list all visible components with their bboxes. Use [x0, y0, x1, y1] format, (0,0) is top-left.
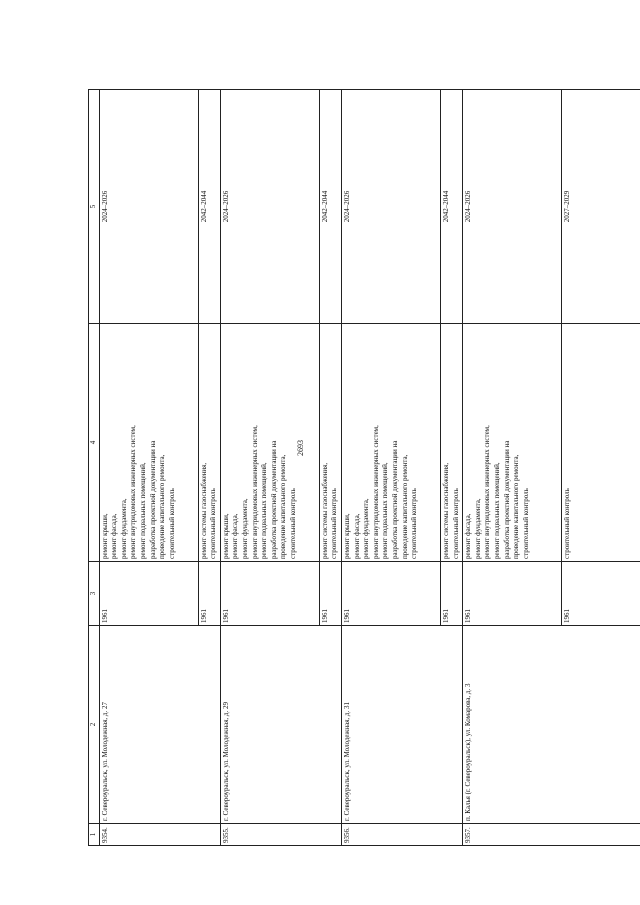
works-list [463, 324, 562, 562]
work-item: ремонт фасада, [464, 513, 473, 559]
table-row [341, 90, 440, 846]
record-address: г. Североуральск, ул. Молодежная, д. 27 [99, 626, 220, 824]
table-body [99, 90, 640, 846]
repair-period: 2024–2026 [220, 90, 319, 324]
header-col-4: 4 [89, 324, 100, 562]
works-list [220, 324, 319, 562]
work-item: ремонт системы газоснабжения, [320, 462, 329, 559]
works-list [562, 324, 640, 562]
work-item: ремонт фасада, [110, 513, 119, 559]
header-col-1: 1 [89, 824, 100, 846]
work-item: разработка проектной документации на [148, 440, 157, 559]
build-year: 1961 [463, 562, 562, 626]
page-number: 2693 [296, 440, 305, 456]
repair-period: 2042–2044 [198, 90, 220, 324]
build-year: 1961 [220, 562, 319, 626]
header-row [89, 90, 100, 846]
work-item: ремонт подвальных помещений, [492, 462, 501, 559]
repair-period: 2027–2029 [562, 90, 640, 324]
repair-period: 2024–2026 [341, 90, 440, 324]
header-col-3: 3 [89, 562, 100, 626]
header-col-5: 5 [89, 90, 100, 324]
repair-schedule-table [88, 89, 640, 846]
repair-period: 2042–2044 [319, 90, 341, 324]
header-col-2: 2 [89, 626, 100, 824]
work-item: ремонт системы газоснабжения, [441, 462, 450, 559]
repair-period: 2024–2026 [99, 90, 198, 324]
build-year: 1961 [319, 562, 341, 626]
work-item: строительный контроль [330, 488, 339, 559]
work-item: ремонт подвальных помещений, [138, 462, 147, 559]
work-item: ремонт подвальных помещений, [381, 462, 390, 559]
build-year: 1961 [440, 562, 462, 626]
works-list [198, 324, 220, 562]
build-year: 1961 [99, 562, 198, 626]
document-page [88, 90, 580, 846]
record-number: 9355. [220, 824, 341, 846]
work-item: ремонт фундамента, [362, 498, 371, 559]
record-number: 9357. [463, 824, 640, 846]
record-address: г. Североуральск, ул. Молодежная, д. 29 [220, 626, 341, 824]
work-item: строительный контроль [410, 488, 419, 559]
record-address: г. Североуральск, ул. Молодежная, д. 31 [341, 626, 462, 824]
works-list [440, 324, 462, 562]
work-item: ремонт внутридомовых инженерных систем, [371, 425, 380, 559]
work-item: проведение капитального ремонта, [512, 454, 521, 559]
record-number: 9354. [99, 824, 220, 846]
work-item: проведение капитального ремонта, [279, 454, 288, 559]
repair-period: 2042–2044 [440, 90, 462, 324]
work-item: ремонт фундамента, [119, 498, 128, 559]
work-item: ремонт фундамента, [473, 498, 482, 559]
work-item: проведение капитального ремонта, [400, 454, 409, 559]
build-year: 1961 [562, 562, 640, 626]
work-item: строительный контроль [209, 488, 218, 559]
work-item: ремонт крыши, [221, 513, 230, 559]
works-list [99, 324, 198, 562]
build-year: 1961 [198, 562, 220, 626]
record-number: 9356. [341, 824, 462, 846]
work-item: строительный контроль [288, 488, 297, 559]
work-item: разработка проектной документации на [269, 440, 278, 559]
work-item: строительный контроль [451, 488, 460, 559]
work-item: ремонт внутридомовых инженерных систем, [250, 425, 259, 559]
works-list [319, 324, 341, 562]
work-item: ремонт внутридомовых инженерных систем, [483, 425, 492, 559]
work-item: проведение капитального ремонта, [158, 454, 167, 559]
work-item: разработка проектной документации на [502, 440, 511, 559]
table-row [220, 90, 319, 846]
work-item: ремонт фасада, [231, 513, 240, 559]
repair-period: 2024–2026 [463, 90, 562, 324]
works-list [341, 324, 440, 562]
work-item: разработка проектной документации на [390, 440, 399, 559]
work-item: ремонт подвальных помещений, [260, 462, 269, 559]
table-row [99, 90, 198, 846]
work-item: ремонт крыши, [100, 513, 109, 559]
work-item: строительный контроль [521, 488, 530, 559]
record-address: п. Калья (г. Североуральск), ул. Комарова, д. 3 [463, 626, 640, 824]
work-item: ремонт фундамента, [240, 498, 249, 559]
work-item: строительный контроль [563, 488, 572, 559]
table-row [463, 90, 562, 846]
work-item: строительный контроль [167, 488, 176, 559]
build-year: 1961 [341, 562, 440, 626]
work-item: ремонт крыши, [342, 513, 351, 559]
work-item: ремонт внутридомовых инженерных систем, [129, 425, 138, 559]
work-item: ремонт системы газоснабжения, [199, 462, 208, 559]
work-item: ремонт фасада, [352, 513, 361, 559]
